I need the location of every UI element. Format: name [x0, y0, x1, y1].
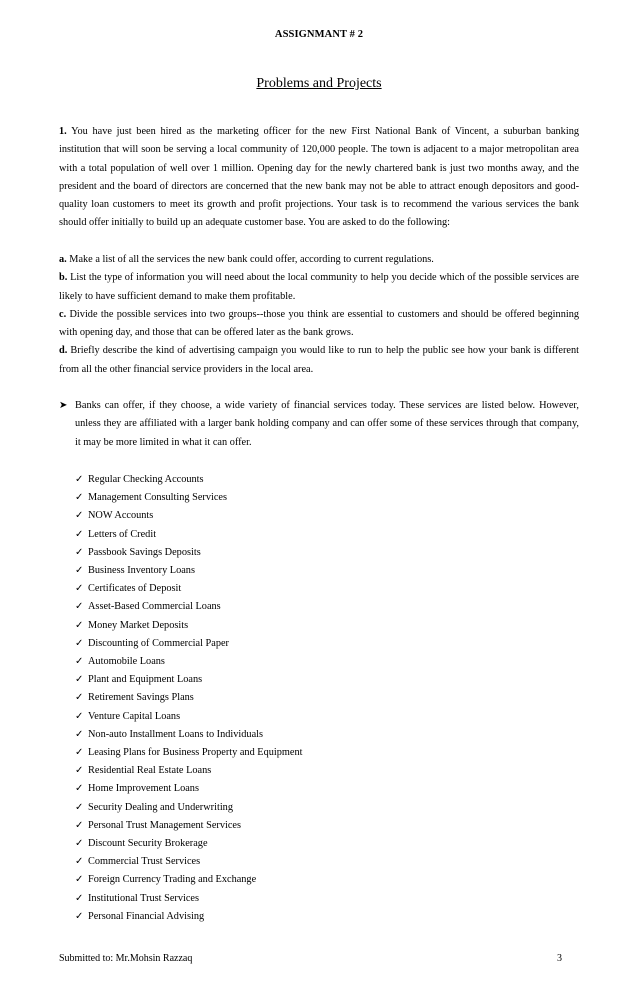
page-title: Problems and Projects	[256, 76, 382, 91]
footer-submitted: Submitted to: Mr.Mohsin Razzaq	[59, 953, 193, 964]
service-label: Residential Real Estate Loans	[88, 765, 212, 777]
arrow-bullet-icon: ➤	[59, 400, 68, 411]
service-item	[75, 890, 303, 908]
checkmark-icon: ✓	[75, 838, 84, 850]
service-label: Management Consulting Services	[88, 492, 227, 504]
service-item	[75, 908, 303, 926]
service-label: Business Inventory Loans	[88, 565, 195, 577]
intro-paragraph	[59, 123, 579, 233]
service-item	[75, 726, 303, 744]
service-label: Personal Trust Management Services	[88, 819, 242, 831]
task-label: a.	[59, 254, 67, 265]
service-item	[75, 580, 303, 598]
service-item	[75, 544, 303, 562]
service-item	[75, 708, 303, 726]
checkmark-icon: ✓	[75, 910, 84, 922]
checkmark-icon: ✓	[75, 583, 84, 595]
checkmark-icon: ✓	[75, 528, 84, 540]
checkmark-icon: ✓	[75, 565, 84, 577]
task-label: c.	[59, 308, 67, 320]
service-label: Commercial Trust Services	[88, 856, 201, 868]
intro-text: You have just been hired as the marketing officer for the new First National Bank of Vincent, a suburban banking institution that will soon be serving a local community of 120,000 people. The town is adjacent to a major metropolitan area with a total population of well over 1 million. Opening day for the newly chartered bank is just two months away, and the president and the board of directors are concerned that the new bank may not be able to attract enough depositors and good-quality loan customers to meet its growth and profit projections. Your task is to recommend the various services the bank should offer initially to build up an adequate customer base. You are asked to do the following:	[59, 126, 579, 229]
service-item	[75, 817, 303, 835]
checkmark-icon: ✓	[75, 710, 84, 722]
services-note	[59, 397, 579, 452]
checkmark-icon: ✓	[75, 546, 84, 558]
question-number: 1.	[59, 126, 67, 137]
service-item	[75, 689, 303, 707]
service-label: Money Market Deposits	[88, 619, 189, 631]
task-text: Make a list of all the services the new bank could offer, according to current regulations.	[66, 254, 434, 265]
checkmark-icon: ✓	[75, 765, 84, 777]
services-list	[75, 471, 303, 926]
service-label: Asset-Based Commercial Loans	[88, 601, 221, 613]
task-text: Divide the possible services into two groups--those you think are essential to customers and should be offered beginning with opening day, and those that can be offered later as the bank grows.	[59, 308, 579, 339]
service-item	[75, 598, 303, 616]
service-label: Security Dealing and Underwriting	[88, 801, 233, 813]
service-item	[75, 471, 303, 489]
checkmark-icon: ✓	[75, 492, 84, 504]
service-item	[75, 799, 303, 817]
service-item	[75, 671, 303, 689]
service-label: Venture Capital Loans	[88, 710, 181, 722]
service-label: Passbook Savings Deposits	[88, 546, 201, 558]
checkmark-icon: ✓	[75, 874, 84, 886]
service-item	[75, 635, 303, 653]
checkmark-icon: ✓	[75, 856, 84, 868]
service-item	[75, 835, 303, 853]
service-label: Personal Financial Advising	[88, 910, 205, 922]
task-item	[59, 251, 579, 269]
service-label: Foreign Currency Trading and Exchange	[88, 874, 257, 886]
checkmark-icon: ✓	[75, 783, 84, 795]
service-label: Discount Security Brokerage	[88, 838, 208, 850]
service-item	[75, 853, 303, 871]
service-item	[75, 653, 303, 671]
checkmark-icon: ✓	[75, 728, 84, 740]
service-label: Home Improvement Loans	[88, 783, 199, 795]
services-note-text: Banks can offer, if they choose, a wide variety of financial services today. These services are listed below. However, unless they are affiliated with a larger bank holding company and can offer some of these services through that company, it may be more limited in what it can offer.	[75, 400, 579, 448]
checkmark-icon: ✓	[75, 656, 84, 668]
service-label: Institutional Trust Services	[88, 892, 199, 904]
task-text: List the type of information you will need about the local community to help you decide which of the possible services are likely to have sufficient demand to make them profitable.	[59, 272, 579, 302]
service-item	[75, 744, 303, 762]
service-label: Regular Checking Accounts	[88, 474, 204, 485]
task-item	[59, 269, 579, 306]
page-number: 3	[557, 953, 562, 964]
service-item	[75, 507, 303, 525]
service-label: Automobile Loans	[88, 656, 165, 668]
checkmark-icon: ✓	[75, 692, 84, 704]
service-item	[75, 617, 303, 635]
task-label: b.	[59, 272, 68, 284]
task-item	[59, 342, 579, 379]
service-item	[75, 526, 303, 544]
checkmark-icon: ✓	[75, 474, 84, 485]
task-list	[59, 251, 579, 379]
checkmark-icon: ✓	[75, 601, 84, 613]
checkmark-icon: ✓	[75, 819, 84, 831]
checkmark-icon: ✓	[75, 637, 84, 649]
service-item	[75, 562, 303, 580]
service-label: Certificates of Deposit	[88, 583, 182, 595]
checkmark-icon: ✓	[75, 892, 84, 904]
checkmark-icon: ✓	[75, 510, 84, 522]
assignment-header: ASSIGNMANT # 2	[274, 29, 364, 40]
task-text: Briefly describe the kind of advertising campaign you would like to run to help the public see how your bank is different from all the other financial service providers in the local area.	[59, 345, 579, 375]
checkmark-icon: ✓	[75, 801, 84, 813]
service-item	[75, 871, 303, 889]
service-label: Discounting of Commercial Paper	[88, 637, 229, 649]
service-label: Non-auto Installment Loans to Individuals	[88, 728, 264, 740]
service-label: Leasing Plans for Business Property and Equipment	[88, 747, 303, 759]
task-label: d.	[59, 345, 68, 357]
checkmark-icon: ✓	[75, 747, 84, 759]
service-label: Plant and Equipment Loans	[88, 674, 203, 686]
service-label: Letters of Credit	[88, 528, 157, 540]
service-item	[75, 489, 303, 507]
service-item	[75, 780, 303, 798]
service-item	[75, 762, 303, 780]
service-label: NOW Accounts	[88, 510, 154, 522]
service-label: Retirement Savings Plans	[88, 692, 194, 704]
checkmark-icon: ✓	[75, 674, 84, 686]
checkmark-icon: ✓	[75, 619, 84, 631]
task-item	[59, 306, 579, 343]
